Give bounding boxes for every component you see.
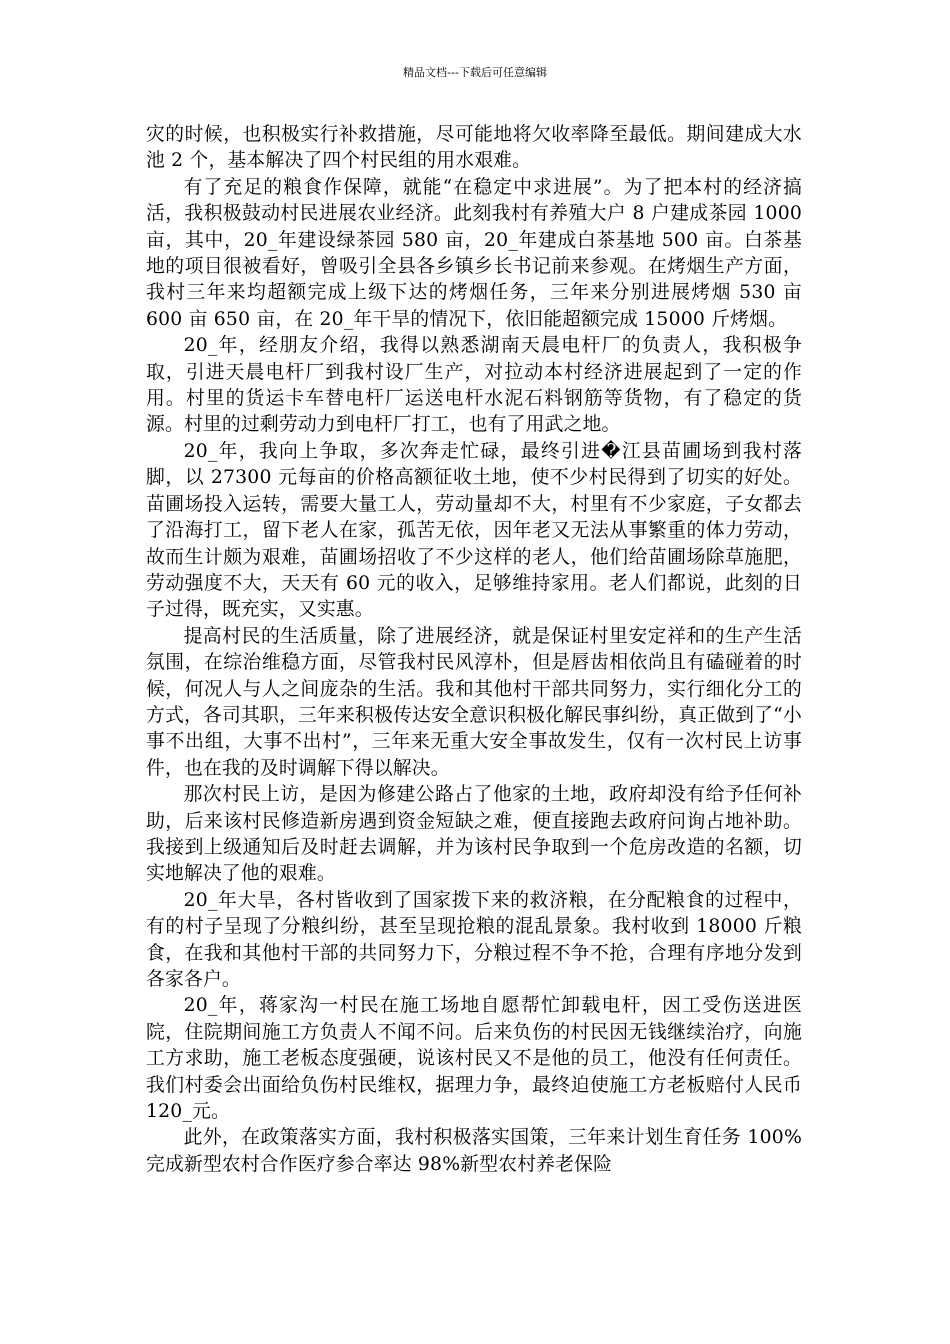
paragraph: 灾的时候，也积极实行补救措施，尽可能地将欠收率降至最低。期间建成大水池 2 个，基本解决了四个村民组的用水艰难。 [146, 124, 802, 172]
paragraph: 那次村民上访，是因为修建公路占了他家的土地，政府却没有给予任何补助，后来该村民修造新房遇到资金短缺之难，便直接跑去政府问询占地补助。我接到上级通知后及时赶去调解，并为该村民争取到一个危房改造的名额，切实地解决了他的艰难。 [146, 784, 802, 885]
page-header: 精品文档---下载后可任意编辑 [403, 66, 547, 79]
paragraph: 20_年，蒋家沟一村民在施工场地自愿帮忙卸载电杆，因工受伤送进医院，住院期间施工方负责人不闻不问。后来负伤的村民因无钱继续治疗，向施工方求助，施工老板态度强硬，说该村民又不是他的员工，他没有任何责任。我们村委会出面给负伤村民维权，据理力争，最终迫使施工方老板赔付人民币 120_元。 [146, 995, 802, 1123]
paragraph: 20_年，经朋友介绍，我得以熟悉湖南天晨电杆厂的负责人，我积极争取，引进天晨电杆厂到我村设厂生产，对拉动本村经济进展起到了一定的作用。村里的货运卡车替电杆厂运送电杆水泥石料钢筋等货物，有了稳定的货源。村里的过剩劳动力到电杆厂打工，也有了用武之地。 [146, 335, 802, 436]
document-body [146, 122, 802, 1178]
paragraph: 20_年大旱，各村皆收到了国家拨下来的救济粮，在分配粮食的过程中，有的村子呈现了分粮纠纷，甚至呈现抢粮的混乱景象。我村收到 18000 斤粮食，在我和其他村干部的共同努力下，分粮过程不争不抢，合理有序地分发到各家各户。 [146, 889, 802, 990]
paragraph: 20_年，我向上争取，多次奔走忙碌，最终引进�江县苗圃场到我村落脚，以 27300 元每亩的价格高额征收土地，使不少村民得到了切实的好处。苗圃场投入运转，需要大量工人，劳动量却不大，村里有不少家庭，子女都去了沿海打工，留下老人在家，孤苦无依，因年老又无法从事繁重的体力劳动，故而生计颇为艰难，苗圃场招收了不少这样的老人，他们给苗圃场除草施肥，劳动强度不大，天天有 60 元的收入，足够维持家用。老人们都说，此刻的日子过得，既充实，又实惠。 [146, 440, 802, 621]
paragraph: 提高村民的生活质量，除了进展经济，就是保证村里安定祥和的生产生活氛围，在综治维稳方面，尽管我村民风淳朴，但是唇齿相依尚且有磕碰着的时候，何况人与人之间庞杂的生活。我和其他村干部共同努力，实行细化分工的方式，各司其职，三年来积极传达安全意识积极化解民事纠纷，真正做到了“小事不出组，大事不出村”，三年来无重大安全事故发生，仅有一次村民上访事件，也在我的及时调解下得以解决。 [146, 625, 802, 779]
paragraph: 此外，在政策落实方面，我村积极落实国策，三年来计划生育任务 100%完成新型农村合作医疗参合率达 98%新型农村养老保险 [146, 1127, 802, 1175]
paragraph: 有了充足的粮食作保障，就能“在稳定中求进展”。为了把本村的经济搞活，我积极鼓动村民进展农业经济。此刻我村有养殖大户 8 户建成茶园 1000 亩，其中，20_年建设绿茶园 580 亩，20_年建成白茶基地 500 亩。白茶基地的项目很被看好，曾吸引全县各乡镇乡长书记前来参观。在烤烟生产方面，我村三年来均超额完成上级下达的烤烟任务，三年来分别进展烤烟 530 亩 600 亩 650 亩，在 20_年干旱的情况下，依旧能超额完成 15000 斤烤烟。 [146, 176, 802, 330]
